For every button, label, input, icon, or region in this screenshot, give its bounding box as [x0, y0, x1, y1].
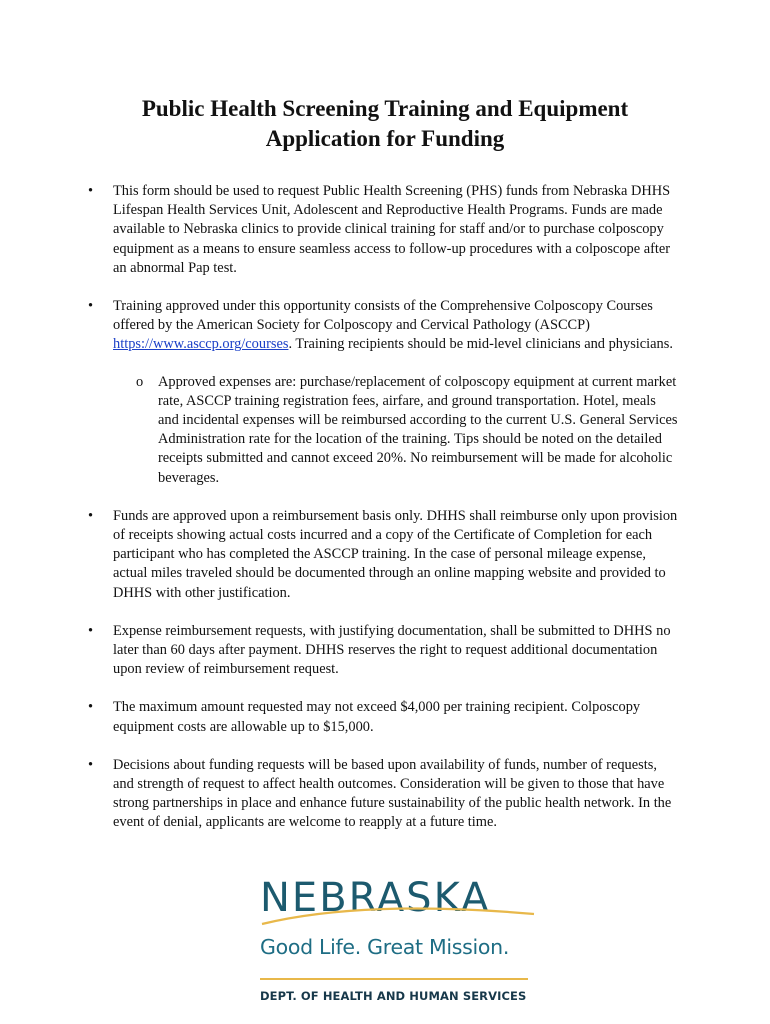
bullet-text: Decisions about funding requests will be based upon availability of funds, number of requests, and strength of request to affect health outcomes. Consideration will be given to those that have strong partnerships in place and enhance future sustainability of the public health network. In the event of denial, applicants are welcome to reapply at a future time. — [113, 756, 672, 831]
logo-department: DEPT. OF HEALTH AND HUMAN SERVICES — [260, 989, 527, 1003]
page-title — [0, 94, 770, 154]
logo-divider — [260, 978, 528, 980]
bullet-item-6 — [88, 756, 678, 833]
bullet-dot-icon: • — [88, 622, 94, 639]
asccp-courses-link[interactable]: https://www.asccp.org/courses — [113, 336, 289, 353]
bullet-text: Expense reimbursement requests, with justifying documentation, shall be submitted to DHHS no later than 60 days after payment. DHHS reserves the right to request additional documentation upon review of reimbursement request. — [113, 622, 671, 678]
bullet-item-5 — [88, 698, 678, 736]
sub-bullet-item — [113, 373, 678, 488]
logo-tagline: Good Life. Great Mission. — [260, 935, 510, 959]
bullet-text-before-link: Training approved under this opportunity consists of the Comprehensive Colposcopy Courses offered by the American Society for Colposcopy and Cervical Pathology (ASCCP) — [113, 298, 653, 334]
sub-bullet-text: Approved expenses are: purchase/replacement of colposcopy equipment at current market rate, ASCCP training registration fees, airfare, and ground transportation. Hotel, meals and incidental expenses will be reimbursed according to the current U.S. General Services Administration rate for the location of the training. Tips should be noted on the detailed receipts submitted and cannot exceed 20%. No reimbursement will be made for alcoholic beverages. — [158, 373, 678, 486]
bullet-text: This form should be used to request Public Health Screening (PHS) funds from Nebraska DHHS Lifespan Health Services Unit, Adolescent and Reproductive Health Programs. Funds are made available to Nebraska clinics to provide clinical training for staff and/or to purchase colposcopy equipment as a means to ensure seamless access to follow-up procedures with a colposcope after an abnormal Pap test. — [113, 183, 671, 276]
bullet-text: Funds are approved upon a reimbursement basis only. DHHS shall reimburse only upon provision of receipts showing actual costs incurred and a copy of the Certificate of Completion for each participant who has completed the ASCCP training. In the case of personal mileage expense, actual miles traveled should be documented through an online mapping website and provided to DHHS with other justification. — [113, 507, 678, 601]
bullet-item-2 — [88, 297, 678, 488]
bullet-list — [88, 182, 678, 852]
title-line-2: Application for Funding — [265, 126, 505, 151]
bullet-text: The maximum amount requested may not exceed $4,000 per training recipient. Colposcopy equipment costs are allowable up to $15,000. — [113, 699, 641, 735]
bullet-dot-icon: • — [88, 298, 94, 315]
nebraska-dhhs-logo — [258, 874, 538, 1014]
bullet-item-1 — [88, 182, 678, 278]
bullet-dot-icon: • — [88, 183, 94, 199]
bullet-dot-icon: • — [88, 507, 94, 524]
bullet-text-after-link: . Training recipients should be mid-level clinicians and physicians. — [288, 336, 673, 353]
sub-bullet-circle-icon: o — [136, 373, 144, 390]
title-line-1: Public Health Screening Training and Equipment — [141, 96, 629, 121]
bullet-item-3 — [88, 507, 678, 603]
logo-wordmark: NEBRASKA — [260, 875, 491, 921]
bullet-item-4 — [88, 622, 678, 680]
logo-swoosh-icon — [258, 900, 538, 930]
bullet-dot-icon: • — [88, 699, 94, 716]
bullet-dot-icon: • — [88, 756, 94, 773]
